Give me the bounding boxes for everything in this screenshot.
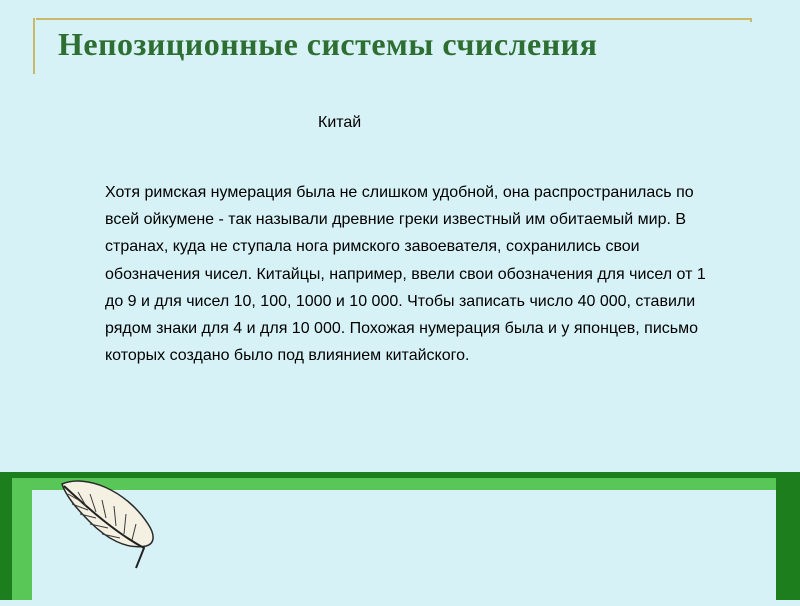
left-frame-edge (0, 472, 12, 600)
left-divider (33, 18, 35, 74)
right-divider (750, 18, 752, 22)
feather-icon (56, 472, 166, 582)
right-frame-edge (776, 472, 800, 600)
slide-title: Непозиционные системы счисления (58, 26, 598, 62)
top-divider (36, 18, 752, 20)
slide-subtitle: Китай (318, 114, 362, 131)
slide-body-text: Хотя римская нумерация была не слишком удобной, она распространилась по всей ойкумене - так называли древние греки известный им обитаемый мир. В странах, куда не ступала нога римского завоевателя, сохранились свои обозначения чисел. Китайцы, например, ввели свои обозначения для чисел от 1 до 9 и для чисел 10, 100, 1000 и 10 000. Чтобы записать число 40 000, ставили рядом знаки для 4 и для 10 000. Похожая нумерация была и у японцев, письмо которых создано было под влиянием китайского. (105, 184, 706, 365)
